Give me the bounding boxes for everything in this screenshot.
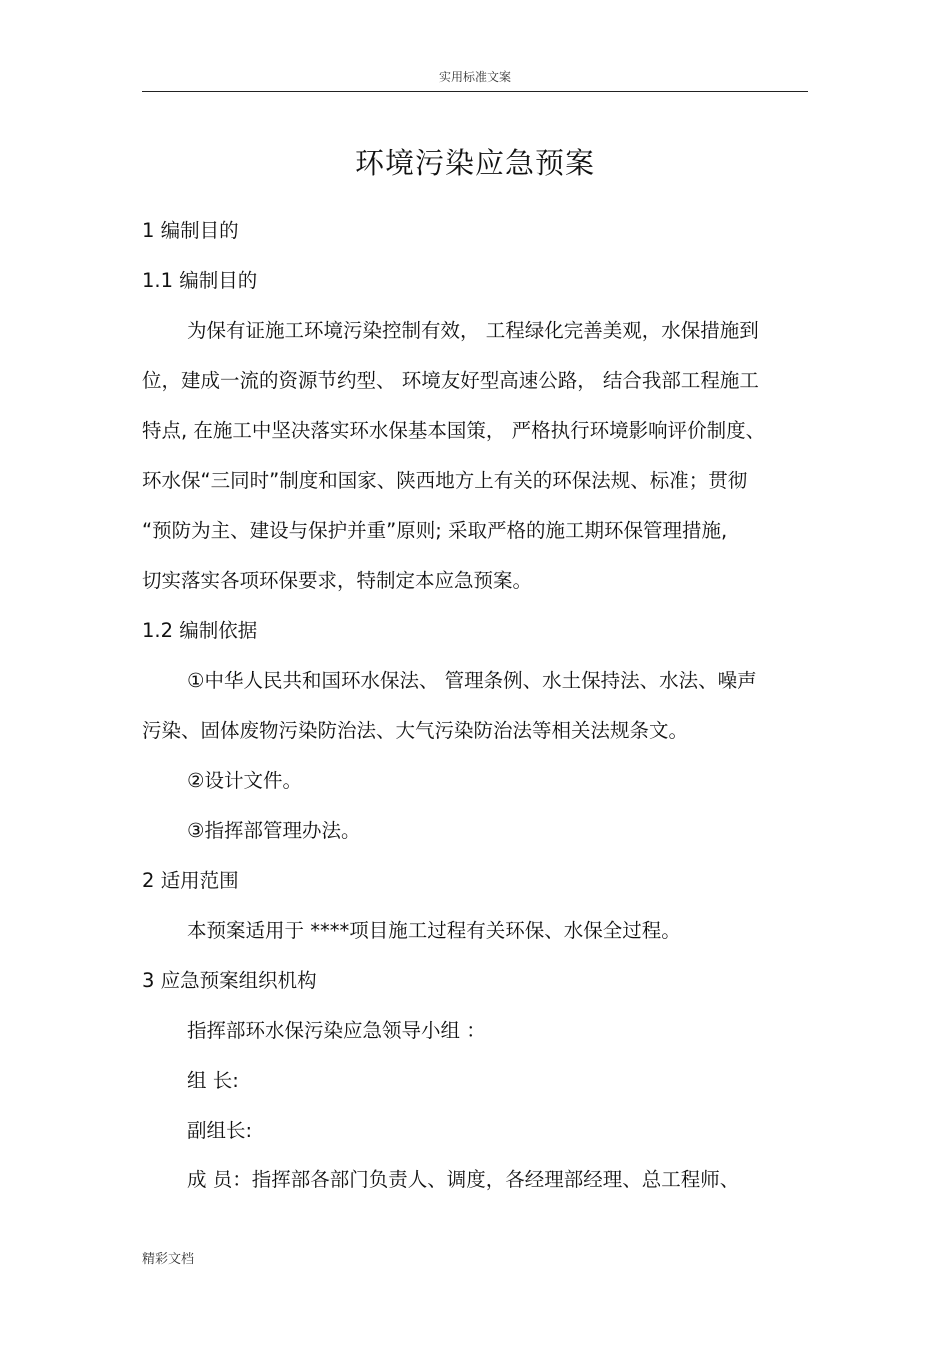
- org-line: 成 员：指挥部各部门负责人、调度，各经理部经理、总工程师、: [187, 1168, 740, 1191]
- page-footer: 精彩文档: [142, 1252, 195, 1267]
- section-heading-1: 1 编制目的: [142, 219, 239, 242]
- org-line: 指挥部环水保污染应急领导小组 ：: [187, 1019, 486, 1042]
- basis-line: ①中华人民共和国环水保法、 管理条例、水土保持法、水法、噪声: [187, 669, 757, 692]
- section-heading-1-1: 1.1 编制目的: [142, 269, 258, 292]
- document-title: 环境污染应急预案: [354, 146, 595, 180]
- paragraph-line: 环水保“三同时”制度和国家、陕西地方上有关的环保法规、标准；贯彻: [142, 469, 748, 492]
- section-heading-3: 3 应急预案组织机构: [142, 969, 317, 992]
- paragraph-line: “预防为主、建设与保护并重”原则; 采取严格的施工期环保管理措施,: [142, 519, 728, 542]
- basis-item: ③指挥部管理办法。: [187, 819, 361, 842]
- basis-line: 污染、固体废物污染防治法、大气污染防治法等相关法规条文。: [142, 719, 689, 742]
- org-line: 副组长:: [187, 1119, 253, 1142]
- paragraph-line: 切实落实各项环保要求，特制定本应急预案。: [142, 569, 533, 592]
- paragraph-line: 特点, 在施工中坚决落实环水保基本国策， 严格执行环境影响评价制度、: [142, 419, 766, 442]
- section-heading-2: 2 适用范围: [142, 869, 239, 892]
- scope-text: 本预案适用于 ****项目施工过程有关环保、水保全过程。: [187, 919, 681, 942]
- header-divider: [142, 91, 808, 92]
- section-heading-1-2: 1.2 编制依据: [142, 619, 258, 642]
- basis-item: ②设计文件。: [187, 769, 302, 792]
- org-line: 组 长:: [187, 1069, 239, 1092]
- paragraph-line: 为保有证施工环境污染控制有效， 工程绿化完善美观，水保措施到: [187, 319, 759, 342]
- page-header: 实用标准文案: [438, 70, 511, 84]
- paragraph-line: 位，建成一流的资源节约型、 环境友好型高速公路， 结合我部工程施工: [142, 369, 759, 392]
